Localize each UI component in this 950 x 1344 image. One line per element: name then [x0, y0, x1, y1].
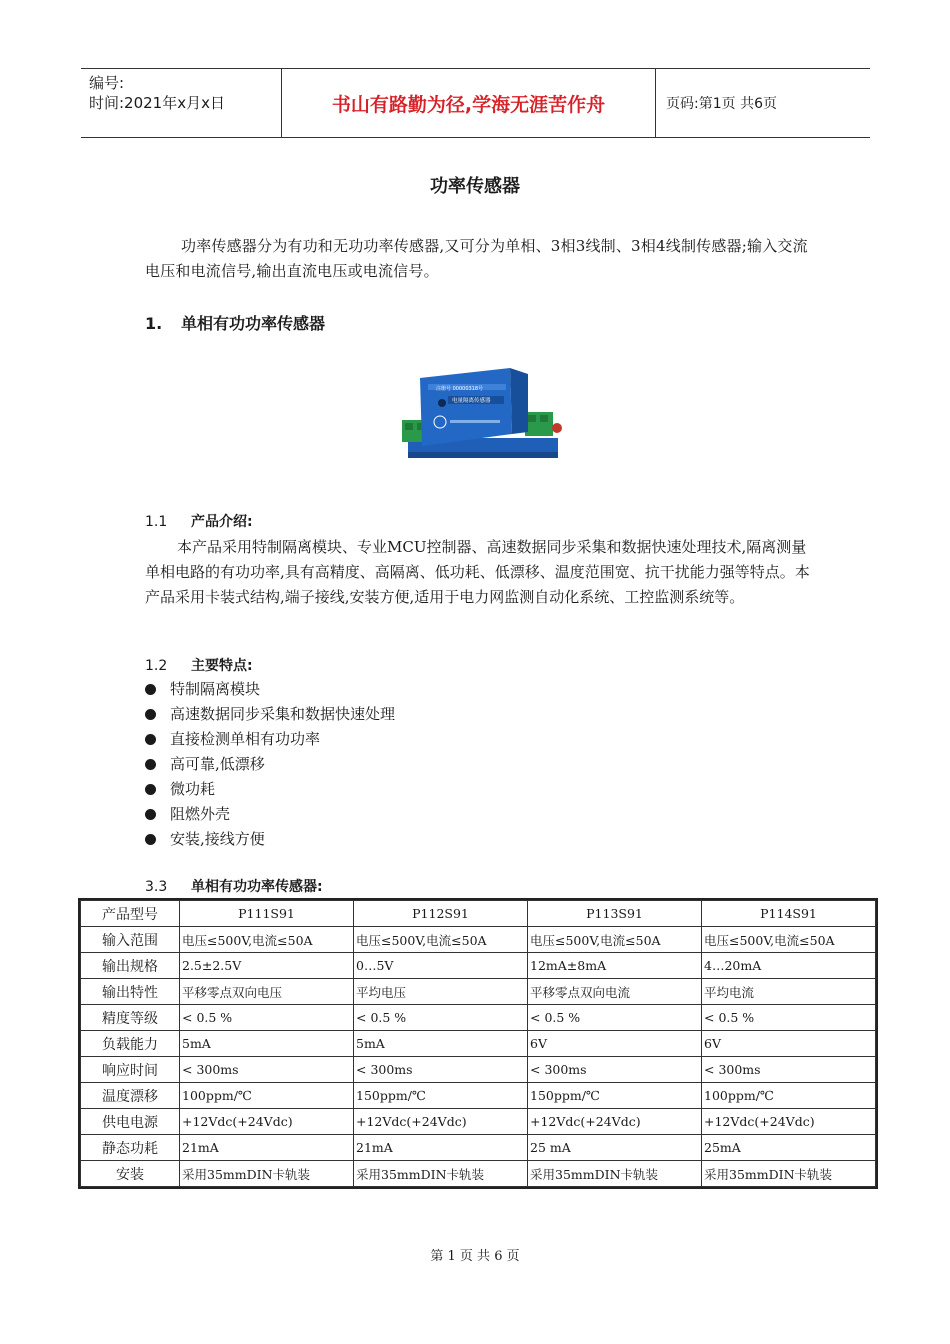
table-cell: < 0.5 % [702, 1005, 876, 1031]
table-cell: 电压≤500V,电流≤50A [528, 927, 702, 953]
table-cell: +12Vdc(+24Vdc) [180, 1109, 354, 1135]
table-cell: 静态功耗 [81, 1135, 180, 1161]
table-cell: 温度漂移 [81, 1083, 180, 1109]
table-cell: 平均电流 [702, 979, 876, 1005]
product-label-line2: 电量隔离传感器 [452, 398, 491, 404]
header-page-info: 页码:第1页 共6页 [666, 96, 777, 112]
subsection-title: 单相有功功率传感器: [191, 879, 323, 895]
subsection-3-3-heading [145, 876, 323, 896]
spec-table [80, 900, 876, 1187]
table-cell: 电压≤500V,电流≤50A [354, 927, 528, 953]
table-cell: 输入范围 [81, 927, 180, 953]
bullet-icon [145, 709, 156, 720]
bullet-icon [145, 834, 156, 845]
table-cell: 150ppm/℃ [354, 1083, 528, 1109]
feature-list [145, 677, 395, 852]
table-cell: < 300ms [528, 1057, 702, 1083]
table-cell: 25mA [702, 1135, 876, 1161]
table-cell: 6V [702, 1031, 876, 1057]
list-item: 高速数据同步采集和数据快速处理 [145, 702, 395, 727]
table-cell: 电压≤500V,电流≤50A [702, 927, 876, 953]
table-cell: < 300ms [702, 1057, 876, 1083]
table-cell: 5mA [354, 1031, 528, 1057]
product-label-line1: 注册号 00000318号 [436, 386, 484, 392]
page-title: 功率传感器 [430, 176, 520, 197]
section-number: 1. [145, 314, 163, 333]
table-cell: 采用35mmDIN卡轨装 [354, 1161, 528, 1187]
table-cell: 平移零点双向电压 [180, 979, 354, 1005]
list-item: 高可靠,低漂移 [145, 752, 395, 777]
table-row [81, 953, 876, 979]
table-row [81, 979, 876, 1005]
table-cell: 采用35mmDIN卡轨装 [180, 1161, 354, 1187]
list-item: 阻燃外壳 [145, 802, 395, 827]
table-cell: 采用35mmDIN卡轨装 [702, 1161, 876, 1187]
table-cell: 150ppm/℃ [528, 1083, 702, 1109]
table-cell: 100ppm/℃ [180, 1083, 354, 1109]
list-item: 安装,接线方便 [145, 827, 395, 852]
table-cell: 平均电压 [354, 979, 528, 1005]
section-title: 单相有功功率传感器 [181, 314, 326, 333]
table-cell: 采用35mmDIN卡轨装 [528, 1161, 702, 1187]
table-cell: < 300ms [354, 1057, 528, 1083]
table-cell: 5mA [180, 1031, 354, 1057]
list-item: 特制隔离模块 [145, 677, 395, 702]
subsection-title: 主要特点: [191, 658, 253, 674]
subsection-1-2-heading [145, 655, 253, 675]
table-header-cell: P111S91 [180, 901, 354, 927]
list-item: 直接检测单相有功功率 [145, 727, 395, 752]
product-intro-paragraph: 本产品采用特制隔离模块、专业MCU控制器、高速数据同步采集和数据快速处理技术,隔离测量单相电路的有功功率,具有高精度、高隔离、低功耗、低漂移、温度范围宽、抗干扰能力强等特点。本产品采用卡装式结构,端子接线,安装方便,适用于电力网监测自动化系统、工控监测系统等。 [145, 538, 810, 606]
table-header-cell: 产品型号 [81, 901, 180, 927]
table-cell: 6V [528, 1031, 702, 1057]
table-cell: 21mA [354, 1135, 528, 1161]
table-cell: 安装 [81, 1161, 180, 1187]
table-cell: 负载能力 [81, 1031, 180, 1057]
table-cell: 21mA [180, 1135, 354, 1161]
table-cell: 4…20mA [702, 953, 876, 979]
page-header [81, 68, 870, 138]
table-cell: 12mA±8mA [528, 953, 702, 979]
bullet-icon [145, 734, 156, 745]
table-cell: 平移零点双向电流 [528, 979, 702, 1005]
table-cell: 25 mA [528, 1135, 702, 1161]
doc-number-label: 编号: [89, 74, 125, 92]
intro-paragraph: 功率传感器分为有功和无功功率传感器,又可分为单相、3相3线制、3相4线制传感器;输入交流电压和电流信号,输出直流电压或电流信号。 [145, 237, 808, 280]
subsection-title: 产品介绍: [191, 514, 253, 530]
table-cell: +12Vdc(+24Vdc) [702, 1109, 876, 1135]
sensor-product-image [400, 360, 565, 475]
table-row [81, 1057, 876, 1083]
table-row [81, 1135, 876, 1161]
table-cell: < 0.5 % [354, 1005, 528, 1031]
table-header-cell: P113S91 [528, 901, 702, 927]
table-cell: +12Vdc(+24Vdc) [528, 1109, 702, 1135]
table-row [81, 1005, 876, 1031]
table-row [81, 1161, 876, 1187]
table-header-cell: P112S91 [354, 901, 528, 927]
bullet-icon [145, 809, 156, 820]
table-cell: 100ppm/℃ [702, 1083, 876, 1109]
table-cell: < 0.5 % [528, 1005, 702, 1031]
table-cell: < 0.5 % [180, 1005, 354, 1031]
table-row [81, 1031, 876, 1057]
table-row [81, 927, 876, 953]
subsection-number: 1.1 [145, 514, 168, 530]
table-cell: 供电电源 [81, 1109, 180, 1135]
bullet-icon [145, 784, 156, 795]
table-row [81, 1083, 876, 1109]
subsection-number: 1.2 [145, 658, 168, 674]
table-cell: < 300ms [180, 1057, 354, 1083]
subsection-1-1-heading [145, 511, 253, 531]
table-cell: 输出规格 [81, 953, 180, 979]
list-item: 微功耗 [145, 777, 395, 802]
bullet-icon [145, 684, 156, 695]
bullet-icon [145, 759, 156, 770]
table-cell: 0…5V [354, 953, 528, 979]
subsection-number: 3.3 [145, 879, 168, 895]
table-cell: 输出特性 [81, 979, 180, 1005]
table-cell: +12Vdc(+24Vdc) [354, 1109, 528, 1135]
header-motto: 书山有路勤为径,学海无涯苦作舟 [281, 69, 656, 137]
header-meta [81, 69, 281, 137]
table-cell: 响应时间 [81, 1057, 180, 1083]
page-footer: 第 1 页 共 6 页 [430, 1249, 520, 1264]
table-cell: 2.5±2.5V [180, 953, 354, 979]
table-cell: 精度等级 [81, 1005, 180, 1031]
table-header-row [81, 901, 876, 927]
section-1-heading [145, 311, 325, 334]
table-header-cell: P114S91 [702, 901, 876, 927]
table-cell: 电压≤500V,电流≤50A [180, 927, 354, 953]
table-row [81, 1109, 876, 1135]
time-label: 时间:2021年x月x日 [89, 94, 225, 112]
